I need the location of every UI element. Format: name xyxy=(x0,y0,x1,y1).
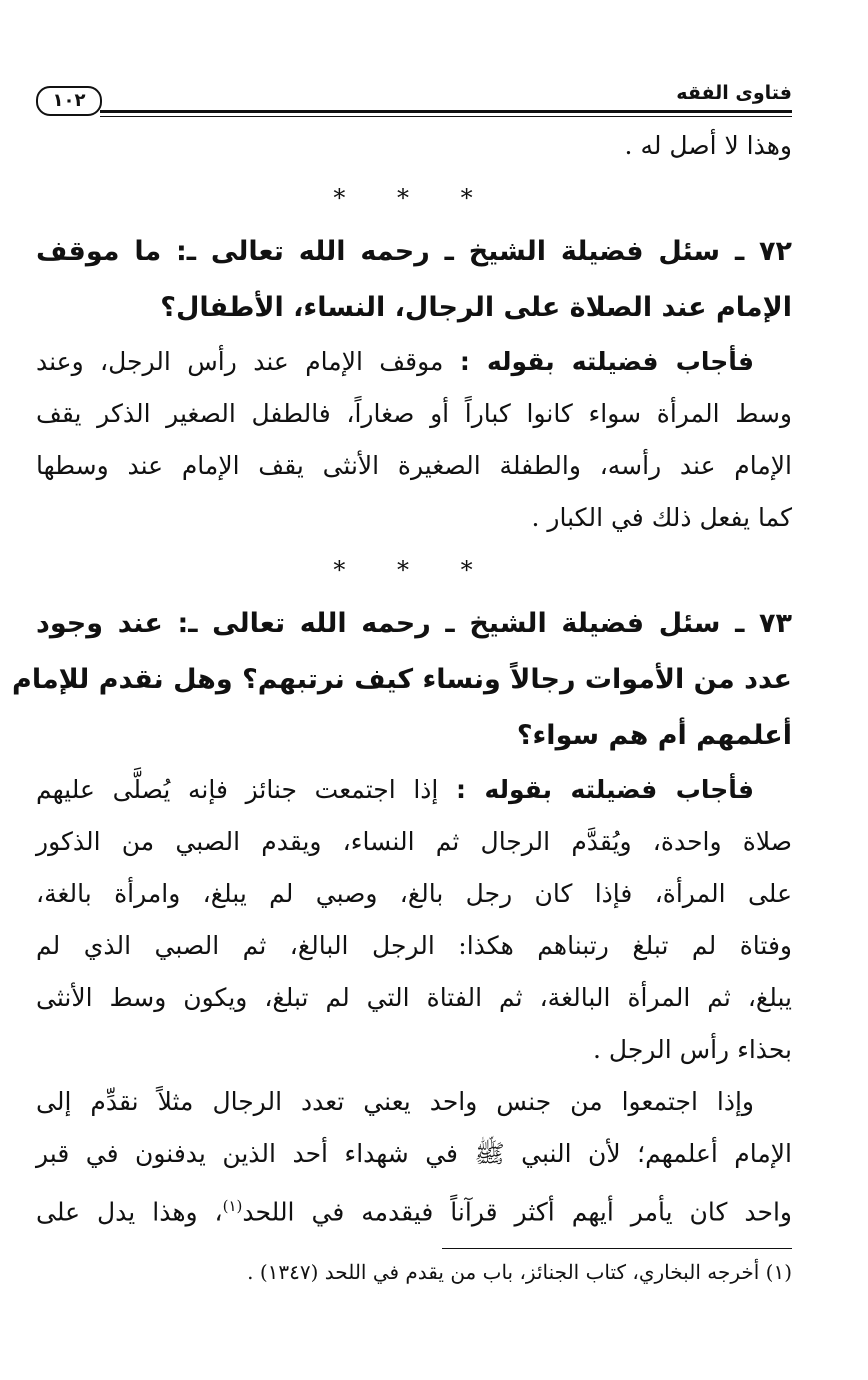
question-72-line: الإمام عند الصلاة على الرجال، النساء، الأطفال؟ xyxy=(160,292,792,323)
page xyxy=(12,78,792,1289)
book-title: فتاوى الفقه xyxy=(676,82,792,104)
section-divider: * * * xyxy=(333,556,495,584)
answer-73-line: يبلغ، ثم المرأة البالغة، ثم الفتاة التي لم تبلغ، ويكون وسط الأنثى xyxy=(36,983,792,1012)
answer-text: إذا اجتمعت جنائز فإنه يُصلَّى عليهم xyxy=(36,775,457,804)
question-73-line: عدد من الأموات رجالاً ونساء كيف نرتبهم؟ وهل نقدم للإمام xyxy=(12,664,792,695)
paragraph-line: الإمام أعلمهم؛ لأن النبي ﷺ في شهداء أحد الذين يدفنون في قبر xyxy=(36,1139,792,1168)
paragraph-text: ، وهذا يدل على xyxy=(36,1197,223,1227)
answer-73-line: صلاة واحدة، ويُقدَّم الرجال ثم النساء، ويقدم الصبي من الذكور xyxy=(36,827,792,856)
paragraph-line: وإذا اجتمعوا من جنس واحد يعني تعدد الرجال مثلاً نقدِّم إلى xyxy=(36,1087,754,1116)
question-73-line: ٧٣ ـ سئل فضيلة الشيخ ـ رحمه الله تعالى ـ: عند وجود xyxy=(36,608,792,639)
answer-lead: فأجاب فضيلته بقوله : xyxy=(456,775,754,804)
question-72-line: ٧٢ ـ سئل فضيلة الشيخ ـ رحمه الله تعالى ـ: ما موقف xyxy=(36,236,792,267)
paragraph-line xyxy=(36,1180,792,1238)
footnote-rule xyxy=(442,1248,792,1249)
answer-72-first-line xyxy=(36,336,792,388)
answer-73-line: على المرأة، فإذا كان رجل بالغ، وصبي لم يبلغ، وامرأة بالغة، xyxy=(36,879,792,908)
answer-72-line: الإمام عند رأسه، والطفلة الصغيرة الأنثى يقف الإمام عند وسطها xyxy=(36,451,792,480)
header-rule-thin xyxy=(100,116,792,117)
answer-73-line: بحذاء رأس الرجل . xyxy=(593,1035,792,1064)
paragraph-text: واحد كان يأمر أيهم أكثر قرآناً فيقدمه في اللحد xyxy=(242,1197,792,1227)
intro-line: وهذا لا أصل له . xyxy=(624,131,792,160)
answer-text: موقف الإمام عند رأس الرجل، وعند xyxy=(36,347,460,376)
footnote: (١) أخرجه البخاري، كتاب الجنائز، باب من يقدم في اللحد (١٣٤٧) . xyxy=(247,1260,792,1285)
footnote-marker: (١) xyxy=(222,1197,243,1215)
answer-72-line: كما يفعل ذلك في الكبار . xyxy=(531,503,792,532)
answer-73-first-line xyxy=(36,764,792,816)
answer-73-line: وفتاة لم تبلغ رتبناهم هكذا: الرجل البالغ، ثم الصبي الذي لم xyxy=(36,931,792,960)
section-divider: * * * xyxy=(333,184,495,212)
running-header xyxy=(36,78,792,120)
answer-lead: فأجاب فضيلته بقوله : xyxy=(459,347,754,376)
header-rule xyxy=(100,110,792,113)
question-73-line: أعلمهم أم هم سواء؟ xyxy=(516,720,792,751)
page-number: ١٠٢ xyxy=(36,86,102,116)
answer-72-line: وسط المرأة سواء كانوا كباراً أو صغاراً، فالطفل الصغير الذكر يقف xyxy=(36,399,792,428)
